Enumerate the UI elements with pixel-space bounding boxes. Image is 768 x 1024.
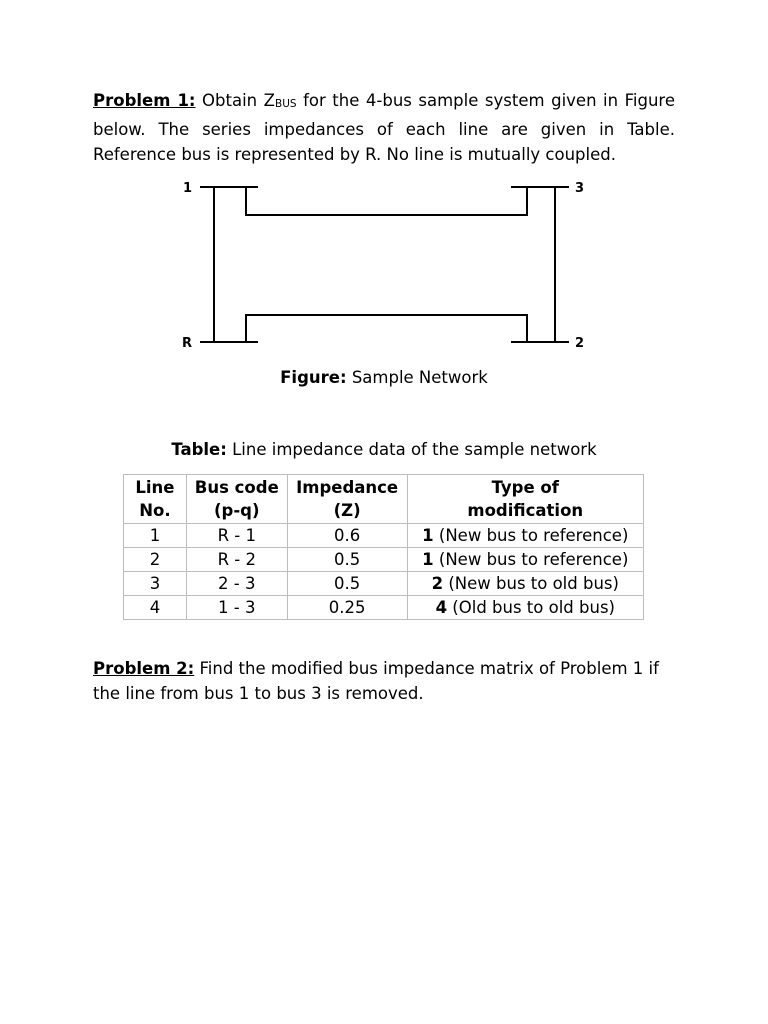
cell-line-no: 3 — [124, 572, 187, 596]
table-caption — [0, 440, 768, 459]
problem-2-body: Find the modified bus impedance matrix of Problem 1 if the line from bus 1 to bus 3 is removed. — [93, 659, 659, 703]
table-caption-label: Table: — [171, 440, 227, 459]
figure-caption-text: Sample Network — [346, 368, 488, 387]
cell-impedance: 0.6 — [287, 524, 407, 548]
zbus-subscript: BUS — [274, 98, 297, 110]
bus-label-1: 1 — [183, 181, 193, 196]
line-impedance-table — [123, 474, 644, 620]
cell-type: 1 (New bus to reference) — [407, 548, 643, 572]
problem-2-label: Problem 2: — [93, 659, 195, 678]
header-bus-code: Bus code (p-q) — [186, 475, 287, 524]
problem-2-text — [93, 656, 675, 706]
line-1-3 — [246, 187, 527, 215]
cell-line-no: 1 — [124, 524, 187, 548]
figure-caption — [0, 368, 768, 387]
cell-bus-code: R - 2 — [186, 548, 287, 572]
cell-type: 1 (New bus to reference) — [407, 524, 643, 548]
cell-line-no: 4 — [124, 596, 187, 620]
sample-network-figure — [0, 176, 768, 366]
cell-impedance: 0.5 — [287, 548, 407, 572]
bus-label-3: 3 — [575, 181, 585, 196]
figure-caption-label: Figure: — [280, 368, 347, 387]
line-2-3 — [246, 315, 527, 342]
problem-1-text-a: Obtain Z — [195, 91, 275, 110]
cell-bus-code: 2 - 3 — [186, 572, 287, 596]
bus-label-2: 2 — [575, 336, 585, 351]
table-caption-text: Line impedance data of the sample network — [226, 440, 597, 459]
table-row — [124, 572, 644, 596]
bus-label-r: R — [182, 336, 193, 351]
problem-1-text — [93, 88, 675, 167]
cell-impedance: 0.5 — [287, 572, 407, 596]
problem-1-text-b: for the 4-bus sample system given in Figure below. The series impedances of each line are given in Table. Reference bus is represented by R. No line is mutually coupled. — [93, 91, 675, 164]
header-line-no: Line No. — [124, 475, 187, 524]
table-row — [124, 524, 644, 548]
cell-impedance: 0.25 — [287, 596, 407, 620]
cell-line-no: 2 — [124, 548, 187, 572]
cell-bus-code: 1 - 3 — [186, 596, 287, 620]
cell-type: 2 (New bus to old bus) — [407, 572, 643, 596]
table-header-row — [124, 475, 644, 524]
cell-bus-code: R - 1 — [186, 524, 287, 548]
cell-type: 4 (Old bus to old bus) — [407, 596, 643, 620]
table-row — [124, 548, 644, 572]
header-type-of-modification: Type of modification — [407, 475, 643, 524]
table-row — [124, 596, 644, 620]
problem-1-label: Problem 1: — [93, 91, 196, 110]
header-impedance: Impedance (Z) — [287, 475, 407, 524]
